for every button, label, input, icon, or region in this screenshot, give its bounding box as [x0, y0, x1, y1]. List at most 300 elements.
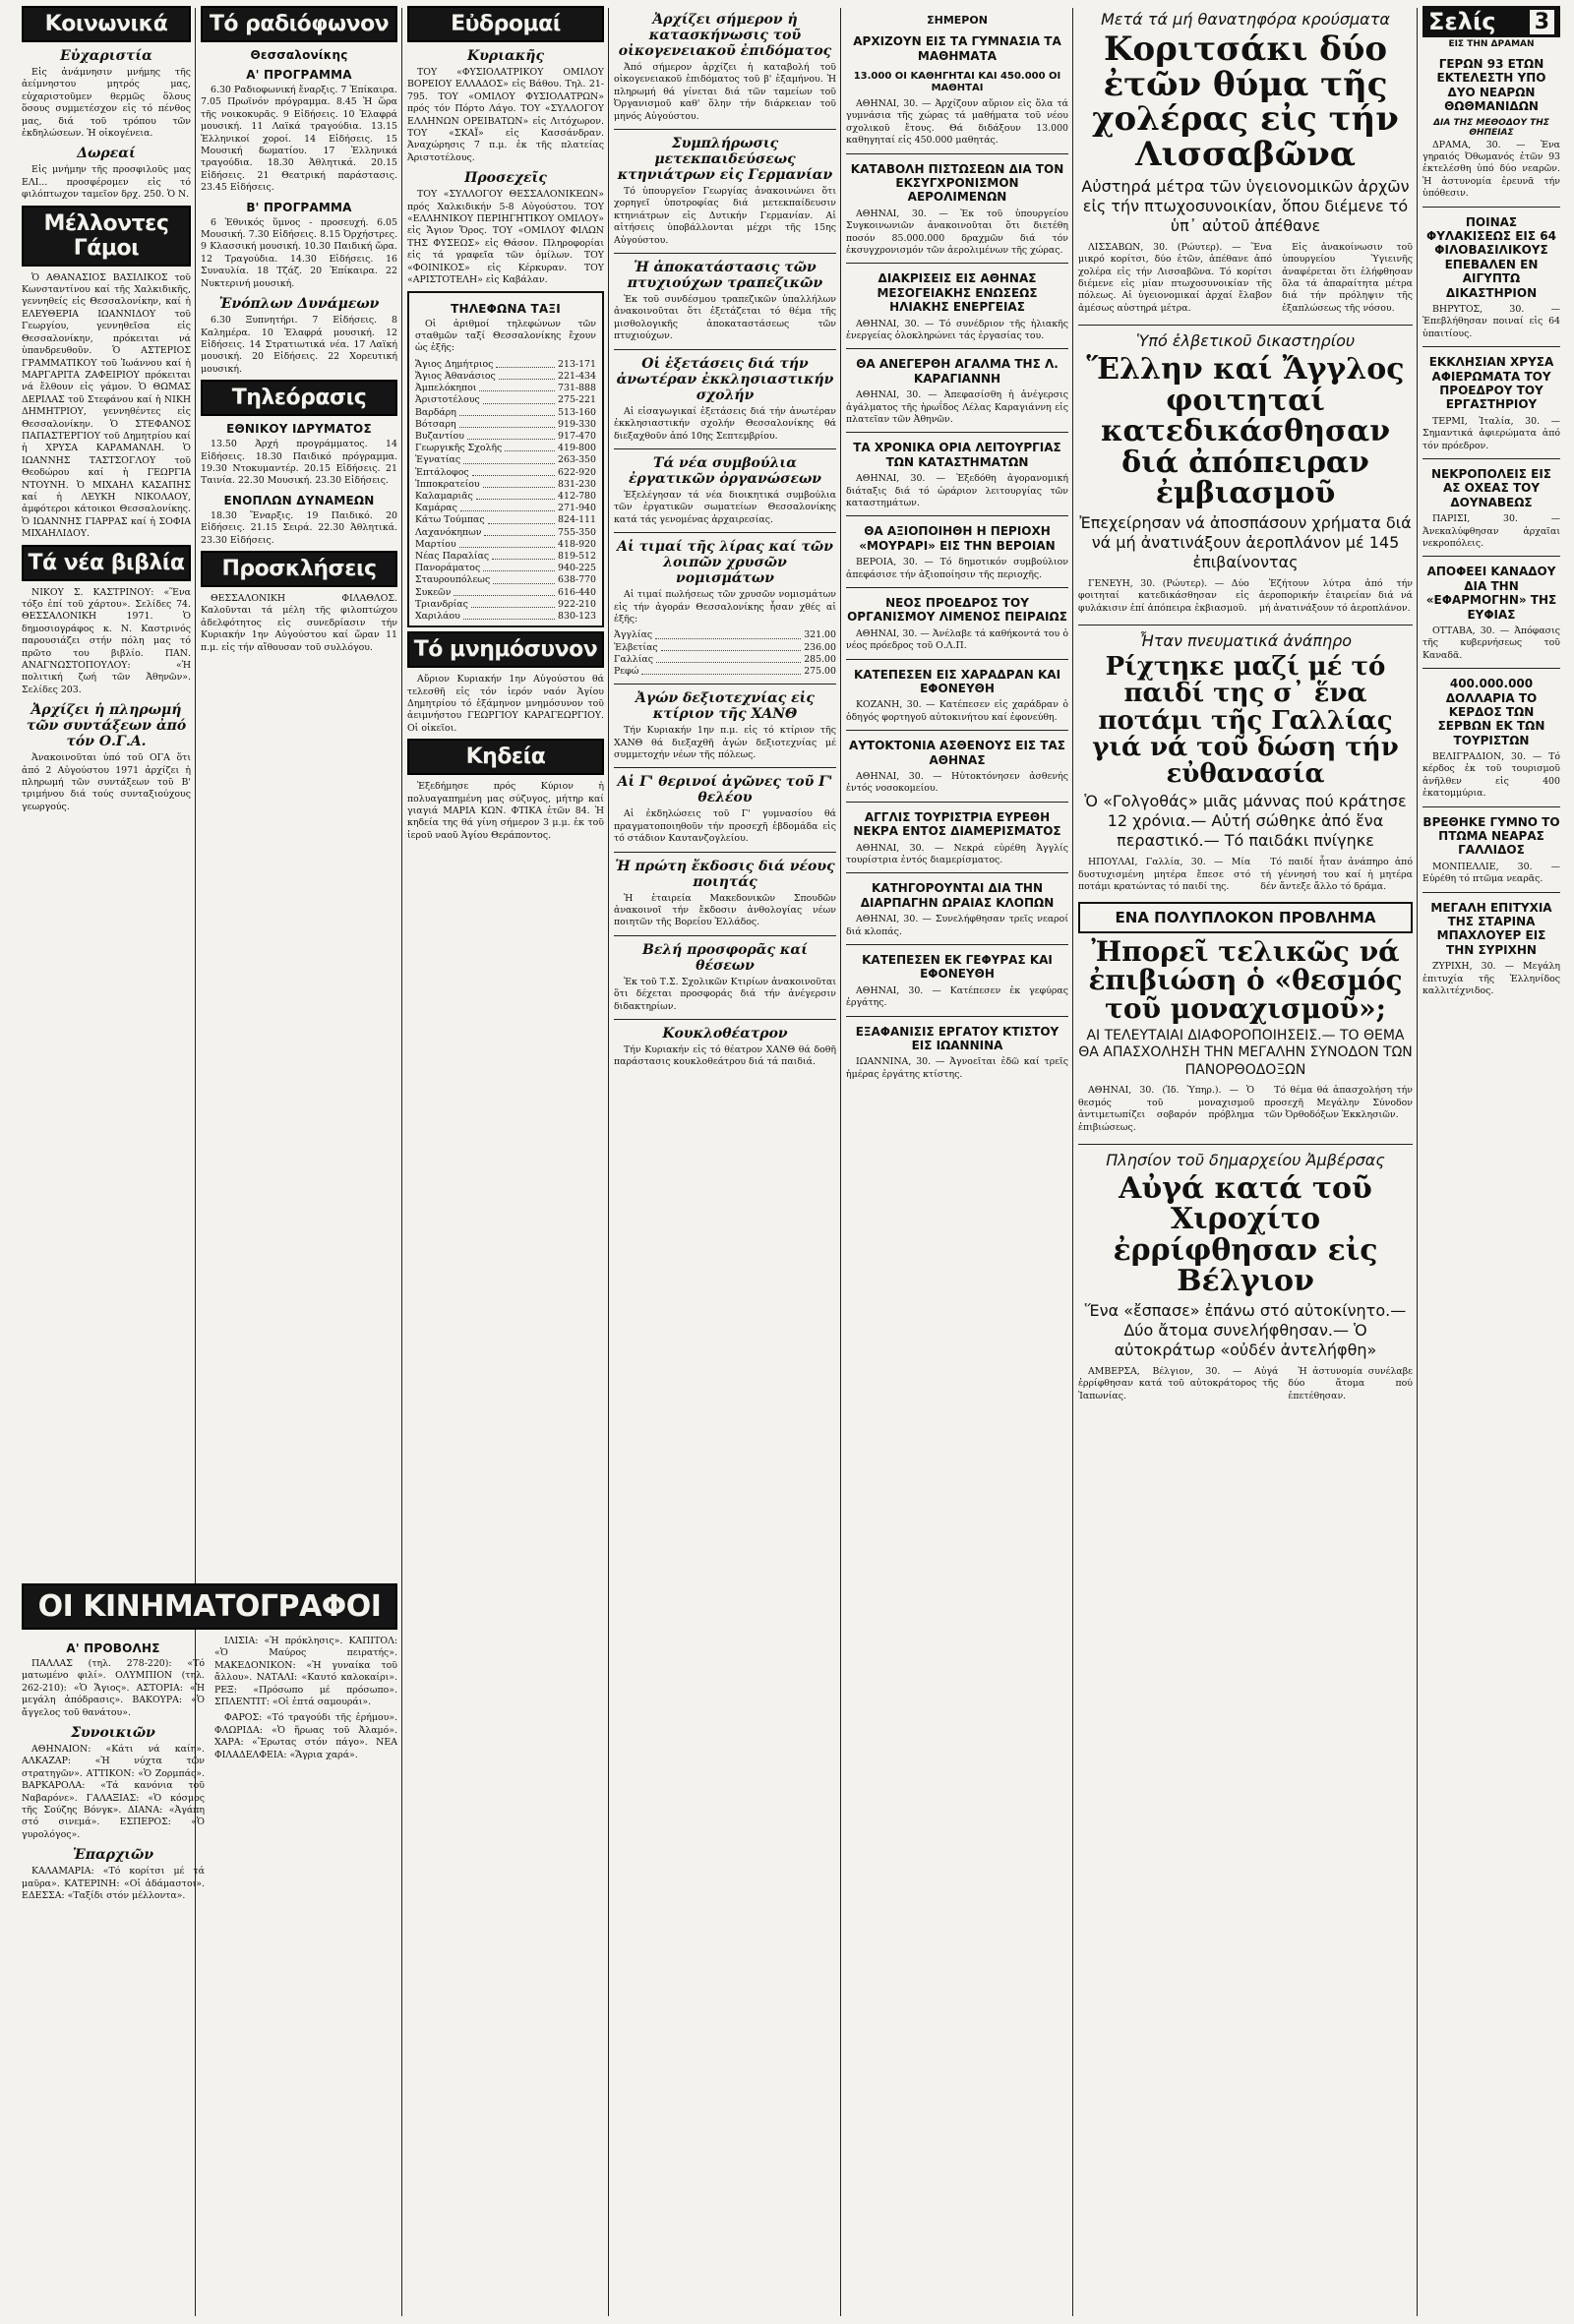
taxi-row-label: Καμάρας [415, 503, 457, 514]
taxi-row-label: Ἄγιος Δημήτριος [415, 358, 494, 370]
eggs-text-b: Ἡ ἀστυνομία συνέλαβε δύο ἄτομα πού ἐπετέθησαν. [1288, 1365, 1413, 1401]
bank-graduates-text: Ἐκ τοῦ συνδέσμου τραπεζικῶν ὑπαλλήλων ἀνακοινοῦται ὅτι ἐξετάζεται τό θέμα τῆς μισθολογικῆς ἀποκαταστάσεως τῶν πτυχιούχων. [614, 294, 836, 342]
divider [614, 129, 836, 130]
tv-armed-forces-heading: ΕΝΟΠΛΩΝ ΔΥΝΑΜΕΩΝ [223, 493, 375, 507]
schools-subheading: 13.000 ΟΙ ΚΑΘΗΓΗΤΑΙ ΚΑΙ 450.000 ΟΙ ΜΑΘΗΤΑΙ [853, 70, 1061, 93]
cinemas-list-a: ΙΛΙΣΙΑ: «Ἡ πρόκλησις». ΚΑΠΙΤΟΛ: «Ὁ Μαύρος πειρατής». ΜΑΚΕΔΟΝΙΚΟΝ: «Ἡ γυναίκα τοῦ ἄλλου». ΝΑΤΑΛΙ: «Καυτό καλοκαίρι». ΡΕΞ: «Πρόσωπο μέ πρόσωπο». ΣΠΛΕΝΤΙΤ: «Οἱ ἐπτά σαμουράι». [214, 1636, 397, 1708]
bridge-fall-text: ΑΘΗΝΑΙ, 30. — Κατέπεσεν ἐκ γεφύρας ἐργάτης. [846, 984, 1068, 1009]
students-headline: Ἕλλην καί Ἄγγλος φοιτηταί κατεδικάσθησαν διά ἀπόπειραν ἐμβιασμοῦ [1086, 352, 1405, 511]
cinemas-neighborhood-heading: Συνοικιῶν [71, 1725, 155, 1742]
vets-training-heading: Συμπλήρωσις μετεκπαιδεύσεως κτηνιάτρων εἰς Γερμανίαν [617, 136, 833, 184]
eggs-deck: Ἕνα «ἔσπασε» ἐπάνω στό αὐτοκίνητο.— Δύο ἄτομα συνελήφθησαν.— Ὁ αὐτοκράτωρ «οὐδέν ἀντελήφθη» [1084, 1300, 1407, 1359]
taxi-row [415, 431, 596, 443]
taxi-phones-box [407, 291, 604, 628]
taxi-row-label: Ἀμπελόκηποι [415, 383, 477, 394]
page-number: 3 [1530, 10, 1554, 34]
divider [614, 253, 836, 254]
taxi-row-label: Ἰπποκρατείου [415, 478, 480, 490]
taxi-row-value: 271-940 [558, 503, 596, 514]
armed-forces-radio-heading: Ἐνόπλων Δυνάμεων [218, 296, 380, 313]
river-kicker: Ἦταν πνευματικά ἀνάπηρο [1138, 630, 1353, 650]
leader-dots [484, 527, 555, 536]
church-school-exams-heading: Οἱ ἐξετάσεις διά τήν ἀνωτέραν ἐκκλησιαστικήν σχολήν [616, 355, 834, 403]
schools-kicker: ΣΗΜΕΡΟΝ [927, 14, 988, 27]
taxi-row-label: Συκεῶν [415, 586, 452, 598]
column-main-stories [1078, 6, 1413, 2318]
memorial-banner: Τό μνημόσυνον [407, 631, 604, 668]
taxi-row [415, 551, 596, 563]
eggs-body [1078, 1366, 1413, 1406]
taxi-row-label: Μαρτίου [415, 538, 456, 550]
tenders-text: Ἐκ τοῦ Τ.Σ. Σχολικῶν Κτιρίων ἀνακοινοῦται ὅτι δέχεται προσφοράς διά τήν ἀνέγερσιν διδακτηρίων. [614, 976, 836, 1012]
taxi-row-label: Βότσαρη [415, 418, 456, 430]
egypt-sentences-heading: ΠΟΙΝΑΣ ΦΥΛΑΚΙΣΕΩΣ ΕΙΣ 64 ΦΙΛΟΒΑΣΙΛΙΚΟΥΣ ΕΠΕΒΑΛΕΝ ΕΝ ΑΙΓΥΠΤΩ ΔΙΚΑΣΤΗΡΙΟΝ [1426, 214, 1556, 300]
taxi-row [415, 514, 596, 526]
monasticism-deck: ΑΙ ΤΕΛΕΥΤΑΙΑΙ ΔΙΑΦΟΡΟΠΟΙΗΣΕΙΣ.— ΤΟ ΘΕΜΑ ΘΑ ΑΠΑΣΧΟΛΗΣΗ ΤΗΝ ΜΕΓΑΛΗΝ ΣΥΝΟΔΟΝ ΤΩΝ ΠΑΝΟΡΘΟΔΟΞΩΝ [1078, 1027, 1413, 1078]
cinemas-first-run-text: ΠΑΛΛΑΣ (τηλ. 278-220): «Τό ματωμένο φιλί». ΟΛΥΜΠΙΟΝ (τηλ. 262-210): «Ὁ Ἄγιος». ΑΣΤΟΡΙΑ: «Ἡ μεγάλη ἀπόδρασις». ΒΑΚΟΥΡΑ: «Ὁ ἄγγελος τοῦ θανάτου». [22, 1658, 205, 1718]
bank-graduates-heading: Ἡ ἀποκατάστασις τῶν πτυχιούχων τραπεζικῶν [627, 260, 823, 292]
column-rule [1417, 8, 1418, 2316]
divider [846, 944, 1068, 945]
leader-dots [483, 394, 555, 403]
social-banner: Κοινωνικά [22, 6, 191, 42]
gold-price-row-label: Ἀγγλίας [614, 629, 653, 641]
thefts-heading: ΚΑΤΗΓΟΡΟΥΝΤΑΙ ΔΙΑ ΤΗΝ ΔΙΑΡΠΑΓΗΝ ΩΡΑΙΑΣ ΚΛΟΠΩΝ [860, 881, 1055, 910]
taxi-row-label: Ἐγνατίας [415, 454, 461, 466]
taxi-row-value: 622-920 [558, 466, 596, 478]
cinemas-first-run-heading: Α' ΠΡΟΒΟΛΗΣ [66, 1641, 160, 1655]
gold-prices-list [614, 629, 836, 678]
column-rule [608, 8, 609, 2316]
divider [846, 432, 1068, 433]
drama-tag: ΕΙΣ ΤΗΝ ΔΡΑΜΑΝ [1448, 39, 1535, 49]
leader-dots [460, 503, 555, 511]
family-allowance-text: Ἀπό σήμερον ἀρχίζει ἡ καταβολή τοῦ οἰκογενειακοῦ ἐπιδόματος τοῦ β' ἑξαμήνου. Ἡ πληρωμή θά γίνεται διά τῶν ταμείων τοῦ Ὀργανισμοῦ καθ' ὅλην τήν διάρκειαν τοῦ μηνός Αὐγούστου. [614, 62, 836, 122]
taxi-row-label: Τριανδρίας [415, 598, 468, 610]
column-national-news [846, 6, 1068, 2318]
shop-hours-text: ΑΘΗΝΑΙ, 30. — Ἐξεδόθη ἀγορανομική διάταξις διά τό ὡράριον λειτουργίας τῶν καταστημάτων. [846, 473, 1068, 508]
cinemas-col-left [22, 1636, 205, 1907]
taxi-row-value: 824-111 [558, 514, 596, 526]
gold-price-row-value: 285.00 [804, 653, 836, 665]
upcoming-excursions-heading: Προσεχεῖς [464, 170, 547, 187]
taxi-row [415, 407, 596, 419]
taxi-row-value: 221-434 [558, 370, 596, 382]
taxi-phones-heading: ΤΗΛΕΦΩΝΑ ΤΑΞΙ [451, 301, 561, 316]
gold-price-row [614, 629, 836, 641]
television-banner: Τηλεόρασις [201, 380, 397, 416]
solar-energy-text: ΑΘΗΝΑΙ, 30. — Τό συνέδριον τῆς ἡλιακῆς ἐνεργείας ὁλοκληρώνει τάς ἐργασίας του. [846, 318, 1068, 341]
river-text-a: ΗΠΟΥΛΑΙ, Γαλλία, 30. — Μία δυστυχισμένη μητέρα ἔπεσε στό ποτάμι κρατώντας τό παιδί της. [1078, 857, 1251, 893]
divider [614, 767, 836, 768]
column-rule [1072, 8, 1073, 2316]
monasticism-body [1078, 1085, 1413, 1138]
taxi-row-value: 263-350 [558, 454, 596, 466]
tv-armed-forces-text: 18.30 Ἔναρξις. 19 Παιδικό. 20 Εἰδήσεις. 21.15 Σειρά. 22.30 Ἀθλητικά. 23.30 Εἰδήσεις. [201, 509, 397, 546]
cinemas-neighborhood-text: ΑΘΗΝΑΙΟΝ: «Κάτι νά καίη». ΑΛΚΑΖΑΡ: «Ἡ νύχτα τῶν στρατηγῶν». ΑΤΤΙΚΟΝ: «Ὁ Ζορμπάς». ΒΑΡΚΑΡΟΛΑ: «Τά κανόνια τοῦ Ναβαρόνε». ΓΑΛΑΞΙΑΣ: «Ὁ κόσμος τῆς Σούζης Βόνγκ». ΔΙΑΝΑ: «Ἀγάπη στό σινεμά». ΕΣΠΕΡΟΣ: «Ὁ γυρολόγος». [22, 1744, 205, 1840]
cholera-text-a: ΛΙΣΣΑΒΩΝ, 30. (Ρώυτερ). — Ἕνα μικρό κορίτσι, δύο ἐτῶν, ἀπέθανε ἀπό χολέρα εἰς τήν Λισσαβῶνα. Τό κορίτσι διέμενε εἰς μίαν πτωχοσυνοικίαν τῆς πόλεως. Αἱ ὑγειονομικαί ἀρχαί ἔλαβον ἀμέσως αὐστηρά μέτρα. [1078, 241, 1273, 314]
leader-dots [499, 371, 555, 380]
taxi-list [415, 359, 596, 623]
vets-training-text: Τό ὑπουργεῖον Γεωργίας ἀνακοινώνει ὅτι χορηγεῖ ὑποτροφίας διά μετεκπαίδευσιν κτηνιάτρων εἰς Δυτικήν Γερμανίαν. Αἱ αἰτήσεις ὑποβάλλονται μέχρι τῆς 15ης Αὐγούστου. [614, 186, 836, 246]
airports-text: ΑΘΗΝΑΙ, 30. — Ἐκ τοῦ ὑπουργείου Συγκοινωνιῶν ἀνακοινοῦται ὅτι διετέθη ποσόν 85.000.000 δραχμῶν διά τόν ἐκσυγχρονισμόν τῶν ἀερολιμένων τῆς χώρας. [846, 208, 1068, 256]
divider [614, 349, 836, 350]
taxi-row-value: 831-230 [558, 478, 596, 490]
cholera-headline: Κοριτσάκι δύο ἐτῶν θύμα τῆς χολέρας εἰς τήν Λισσαβῶνα [1092, 30, 1399, 175]
taxi-row [415, 394, 596, 406]
monasticism-text-a: ΑΘΗΝΑΙ, 30. (Ἰδ. Ὑπηρ.). — Ὁ θεσμός τοῦ μοναχισμοῦ ἀντιμετωπίζει σοβαρόν πρόβλημα ἐπιβιώσεως. [1078, 1085, 1255, 1133]
leader-dots [459, 539, 555, 548]
elder-killed-text: ΔΡΑΜΑ, 30. — Ἐνα γηραιός Ὀθωμανός ἐτῶν 93 ἐκτελέσθη ὑπό δύο νεαρῶν. Ἡ ἀστυνομία ἐρευνᾶ τήν ὑπόθεσιν. [1423, 139, 1560, 200]
divider [1423, 668, 1560, 669]
leader-dots [471, 599, 555, 608]
radio-program-b-text: 6 Ἐθνικός ὕμνος - προσευχή. 6.05 Μουσική. 7.30 Εἰδήσεις. 8.15 Ὀρχήστρες. 9 Κλασσική μουσική. 10.30 Παιδική ὥρα. 12 Τραγούδια. 14.30 Εἰδήσεις. 16 Συναυλία. 18 Τζάζ. 20 Ἐπίκαιρα. 22 Νυκτερινή μουσική. [201, 216, 397, 289]
radio-banner: Τό ραδιόφωνον [201, 6, 397, 42]
taxi-row-label: Βαρδάρη [415, 406, 456, 418]
divider [1423, 207, 1560, 208]
taxi-row-value: 917-470 [558, 430, 596, 442]
divider [614, 684, 836, 685]
statue-text: ΑΘΗΝΑΙ, 30. — Ἀπεφασίσθη ἡ ἀνέγερσις ἀγάλματος τῆς ἡρωΐδος Λέλας Καραγιάννη εἰς πλατεῖαν τῶν Ἀθηνῶν. [846, 389, 1068, 425]
mourari-heading: ΘΑ ΑΞΙΟΠΟΙΗΘΗ Η ΠΕΡΙΟΧΗ «ΜΟΥΡΑΡΙ» ΕΙΣ ΤΗΝ ΒΕΡΟΙΑΝ [859, 524, 1056, 553]
tv-national-text: 13.50 Ἀρχή προγράμματος. 14 Εἰδήσεις. 18.30 Παιδικό πρόγραμμα. 19.30 Ντοκυμαντέρ. 20.15 Εἰδήσεις. 21 Ταινία. 22.30 Μουσική. 23.30 Εἰδήσεις. [201, 439, 397, 487]
radio-program-a-heading: Α' ΠΡΟΓΡΑΜΜΑ [246, 68, 352, 82]
taxi-row-value: 616-440 [558, 586, 596, 598]
leader-dots [476, 491, 555, 500]
page-logo-text: Σελίς [1428, 8, 1496, 35]
bridge-fall-heading: ΚΑΤΕΠΕΣΕΝ ΕΚ ΓΕΦΥΡΑΣ ΚΑΙ ΕΦΟΝΕΥΘΗ [862, 952, 1053, 982]
leader-dots [496, 359, 555, 368]
taxi-row [415, 563, 596, 574]
taxi-row-value: 830-123 [558, 610, 596, 622]
schools-text: ΑΘΗΝΑΙ, 30. — Ἀρχίζουν αὔριον εἰς ὅλα τά γυμνάσια τῆς χώρας τά μαθήματα τοῦ νέου σχολικοῦ ἔτους. Θά διδάξουν 13.000 καθηγηταί εἰς 450.000 μαθητάς. [846, 97, 1068, 147]
divider [614, 532, 836, 533]
leader-dots [641, 666, 801, 675]
eggs-text-a: ΑΜΒΕΡΣΑ, Βέλγιον, 30. — Αὐγά ἐρρίφθησαν κατά τοῦ αὐτοκράτορος τῆς Ἰαπωνίας. [1078, 1365, 1279, 1401]
divider [1423, 806, 1560, 807]
zurich-success-heading: ΜΕΓΑΛΗ ΕΠΙΤΥΧΙΑ ΤΗΣ ΣΤΑΡΙΝΑ ΜΠΑΧΛΟΥΕΡ ΕΙΣ ΤΗΝ ΣΥΡΙΧΗΝ [1430, 900, 1552, 957]
taxi-row [415, 443, 596, 454]
serbia-tourism-text: ΒΕΛΙΓΡΑΔΙΟΝ, 30. — Τό κέρδος ἐκ τοῦ τουρισμοῦ ἀνῆλθεν εἰς 400 ἑκατομμύρια. [1423, 751, 1560, 800]
taxi-row-value: 731-888 [558, 383, 596, 394]
church-school-exams-text: Αἱ εἰσαγωγικαί ἐξετάσεις διά τήν ἀνωτέραν ἐκκλησιαστικήν σχολήν Θεσσαλονίκης θά διεξαχθοῦν ἀπό 10ης Σεπτεμβρίου. [614, 405, 836, 442]
taxi-row-label: Ἄγιος Ἀθανάσιος [415, 370, 496, 382]
cinemas-section [22, 1583, 397, 2318]
mourari-text: ΒΕΡΟΙΑ, 30. — Τό δημοτικόν συμβούλιον ἀπεφάσισε τήν ἀξιοποίησιν τῆς περιοχῆς. [846, 557, 1068, 580]
gold-price-row-label: Ἐλβετίας [614, 641, 658, 653]
thanks-heading: Εὐχαριστία [60, 48, 152, 64]
divider [614, 448, 836, 449]
necropolis-text: ΠΑΡΙΣΙ, 30. — Ἀνεκαλύφθησαν ἀρχαῖαι νεκροπόλεις. [1423, 513, 1560, 549]
taxi-row [415, 359, 596, 371]
column-local-news [614, 6, 836, 2318]
divider [846, 1016, 1068, 1017]
leader-dots [661, 642, 802, 651]
tourist-found-heading: ΑΓΓΛΙΣ ΤΟΥΡΙΣΤΡΙΑ ΕΥΡΕΘΗ ΝΕΚΡΑ ΕΝΤΟΣ ΔΙΑΜΕΡΙΣΜΑΤΟΣ [853, 809, 1061, 839]
pensions-text: Ἀνακοινοῦται ὑπό τοῦ ΟΓΑ ὅτι ἀπό 2 Αὐγούστου 1971 ἀρχίζει ἡ πληρωμή τῶν συντάξεων τοῦ Β' τριμήνου διά τούς συνταξιούχους γεωργούς. [22, 752, 191, 812]
leader-dots [467, 431, 555, 440]
leader-dots [492, 551, 555, 560]
divider [1423, 458, 1560, 459]
gold-prices-heading: Αἱ τιμαί τῆς λίρας καί τῶν λοιπῶν χρυσῶν νομισμάτων [617, 539, 833, 587]
cinemas-col-right [214, 1636, 397, 1907]
radio-program-b-heading: Β' ΠΡΟΓΡΑΜΜΑ [246, 200, 352, 214]
river-body [1078, 857, 1413, 897]
taxi-row-value: 819-512 [558, 550, 596, 562]
leader-dots [459, 407, 555, 416]
labour-councils-text: Ἐξελέγησαν τά νέα διοικητικά συμβούλια τῶν ἐργατικῶν σωματείων Θεσσαλονίκης κατά τάς γενομένας ἀρχαιρεσίας. [614, 489, 836, 525]
taxi-row [415, 574, 596, 586]
canada-heading: ΑΠΟΦΕΕΙ ΚΑΝΑΔΟΥ ΔΙΑ ΤΗΝ «ΕΦΑΡΜΟΓΗΝ» ΤΗΣ ΕΥΦΙΑΣ [1425, 565, 1557, 622]
sunday-excursions-heading: Κυριακῆς [467, 48, 544, 64]
monasticism-headline: Ἠπορεῖ τελικῶς νά ἐπιβιώση ὁ «θεσμός τοῦ μοναχισμοῦ»; [1088, 934, 1403, 1026]
leader-dots [656, 654, 801, 663]
canada-text: ΟΤΤΑΒΑ, 30. — Ἀπόφασις τῆς κυβερνήσεως τοῦ Καναδᾶ. [1423, 625, 1560, 661]
students-kicker: Ὑπό ἑλβετικοῦ δικαστηρίου [1135, 331, 1356, 351]
divider [846, 153, 1068, 154]
leader-dots [493, 574, 555, 583]
cholera-body [1078, 242, 1413, 319]
leader-dots [488, 514, 555, 523]
solar-energy-heading: ΔΙΑΚΡΙΣΕΙΣ ΕΙΣ ΑΘΗΝΑΣ ΜΕΣΟΓΕΙΑΚΗΣ ΕΝΩΣΕΩΣ ΗΛΙΑΚΗΣ ΕΝΕΡΓΕΙΑΣ [877, 271, 1038, 315]
gold-price-row-label: Γαλλίας [614, 653, 653, 665]
column-briefs [1423, 6, 1560, 2318]
port-authority-text: ΑΘΗΝΑΙ, 30. — Ἀνέλαβε τά καθήκοντά του ὁ νέος πρόεδρος τοῦ Ο.Λ.Π. [846, 627, 1068, 652]
taxi-row-value: 919-330 [558, 418, 596, 430]
young-poets-heading: Ἡ πρώτη ἔκδοσις διά νέους ποιητάς [615, 858, 835, 890]
taxi-row-value: 412-780 [558, 490, 596, 502]
new-books-text: ΝΙΚΟΥ Σ. ΚΑΣΤΡΙΝΟΥ: «Ἕνα τόξο ἐπί τοῦ χάρτου». Σελίδες 74. ΘΕΣΣΑΛΟΝΙΚΗ 1971. Ὁ δημοσιογράφος κ. Ν. Καστρινός παρουσιάζει στήν πόλη μας τό πρῶτο του βιβλίο. ΠΑΝ. ΑΝΑΓΝΩΣΤΟΠΟΥΛΟΥ: «Ἡ πολιτική ζωή τῶν Ἀθηνῶν». Σελίδες 203. [22, 586, 191, 695]
monasticism-box-heading: ΕΝΑ ΠΟΛΥΠΛΟΚΟΝ ΠΡΟΒΛΗΜΑ [1115, 908, 1376, 926]
sunday-excursions-text: ΤΟΥ «ΦΥΣΙΟΛΑΤΡΙΚΟΥ ΟΜΙΛΟΥ ΒΟΡΕΙΟΥ ΕΛΛΑΔΟΣ» εἰς Βάθου. Τηλ. 21-795. ΤΟΥ «ΟΜΙΛΟΥ ΦΥΣΙΟΛΑΤΡΩΝ» πρός τόν Πόρτο Λάγο. ΤΟΥ «ΣΥΛΛΟΓΟΥ ΕΛΛΗΝΩΝ ΟΡΕΙΒΑΤΩΝ» εἰς Λιτόχωρον. ΤΟΥ «ΣΚΑΪ» εἰς Κασσάνδραν. Ἀναχώρησις 7 π.μ. ἐκ τῆς πλατείας Ἀριστοτέλους. [407, 67, 604, 163]
divider [846, 802, 1068, 803]
gold-prices-intro: Αἱ τιμαί πωλήσεως τῶν χρυσῶν νομισμάτων εἰς τήν ἀγοράν Θεσσαλονίκης ἦσαν χθές αἱ ἑξῆς: [614, 589, 836, 625]
cinemas-columns [22, 1636, 397, 1907]
column-excursions [407, 6, 604, 2318]
gold-price-row [614, 666, 836, 678]
missing-worker-text: ΙΩΑΝΝΙΝΑ, 30. — Ἀγνοεῖται ἐδῶ καί τρεῖς ἡμέρας ἐργάτης κτίστης. [846, 1056, 1068, 1080]
leader-dots [483, 479, 555, 488]
divider [1423, 892, 1560, 893]
gold-price-row-value: 275.00 [804, 665, 836, 677]
invitations-banner: Προσκλήσεις [201, 551, 397, 587]
taxi-row [415, 491, 596, 503]
students-body [1078, 578, 1413, 619]
skill-contest-heading: Ἀγών δεξιοτεχνίας εἰς κτίριον τῆς ΧΑΝΘ [636, 690, 815, 723]
page-number-logo [1423, 6, 1560, 37]
divider [846, 730, 1068, 731]
taxi-row-value: 419-800 [558, 443, 596, 454]
summer-games-text: Αἱ ἐκδηλώσεις τοῦ Γ' γυμνασίου θά πραγματοποιηθοῦν τήν προσεχῆ ἑβδομάδα εἰς τό στάδιον Καυτανζογλείου. [614, 808, 836, 845]
divider [1423, 556, 1560, 557]
taxi-row [415, 479, 596, 491]
divider [1078, 625, 1413, 626]
pensions-heading: Ἀρχίζει ἡ πληρωμή τῶν συντάξεων ἀπό τόν Ο.Γ.Α. [26, 702, 187, 750]
students-deck: Ἐπεχείρησαν νά ἀποσπάσουν χρήματα διά νά μή ἀνατινάξουν ἀεροπλάνον μέ 145 ἐπιβαίνοντας [1079, 512, 1412, 571]
cinemas-provinces-heading: Ἐπαρχιῶν [72, 1847, 154, 1864]
egypt-sentences-text: ΒΗΡΥΤΟΣ, 30. — Ἐπεβλήθησαν ποιναί εἰς 64 ὑπαιτίους. [1423, 303, 1560, 339]
radio-station-heading: Θεσσαλονίκης [250, 48, 348, 62]
leader-dots [479, 383, 555, 391]
taxi-row [415, 611, 596, 623]
divider [846, 515, 1068, 516]
shop-hours-heading: ΤΑ ΧΡΟΝΙΚΑ ΟΡΙΑ ΛΕΙΤΟΥΡΓΙΑΣ ΤΩΝ ΚΑΤΑΣΤΗΜΑΤΩΝ [853, 441, 1061, 469]
port-authority-heading: ΝΕΟΣ ΠΡΟΕΔΡΟΣ ΤΟΥ ΟΡΓΑΝΙΣΜΟΥ ΛΙΜΕΝΟΣ ΠΕΙΡΑΙΩΣ [847, 595, 1067, 625]
schools-heading: ΑΡΧΙΖΟΥΝ ΕΙΣ ΤΑ ΓΥΜΝΑΣΙΑ ΤΑ ΜΑΘΗΜΑΤΑ [853, 34, 1061, 63]
puppet-theatre-heading: Κουκλοθέατρον [662, 1026, 788, 1043]
missing-worker-heading: ΕΞΑΦΑΝΙΣΙΣ ΕΡΓΑΤΟΥ ΚΤΙΣΤΟΥ ΕΙΣ ΙΩΑΝΝΙΝΑ [855, 1024, 1059, 1052]
column-rule [401, 8, 402, 2316]
leader-dots [463, 454, 555, 463]
family-allowance-heading: Ἀρχίζει σήμερον ἡ κατασκήνωσις τοῦ οἰκογενειακοῦ ἐπιδόματος [618, 12, 832, 59]
serbia-tourism-heading: 400.000.000 ΔΟΛΛΑΡΙΑ ΤΟ ΚΕΡΔΟΣ ΤΩΝ ΣΕΡΒΩΝ ΕΚ ΤΩΝ ΤΟΥΡΙΣΤΩΝ [1437, 677, 1545, 747]
gold-price-row-label: Ρεφώ [614, 665, 639, 677]
divider [846, 872, 1068, 873]
gold-price-row-value: 321.00 [804, 629, 836, 641]
taxi-row-label: Γεωργικῆς Σχολῆς [415, 443, 503, 454]
taxi-phones-intro: Οἱ ἀριθμοί τηλεφώνων τῶν σταθμῶν ταξί Θεσσαλονίκης ἔχουν ὡς ἑξῆς: [415, 318, 596, 354]
taxi-row-value: 275-221 [558, 394, 596, 406]
taxi-row [415, 383, 596, 394]
monasticism-box [1078, 902, 1413, 933]
leader-dots [459, 419, 555, 428]
taxi-row-value: 213-171 [558, 358, 596, 370]
divider [614, 852, 836, 853]
divider [1078, 325, 1413, 326]
taxi-row-label: Χαριλάου [415, 610, 460, 622]
taxi-row-label: Σταυρουπόλεως [415, 574, 491, 586]
divider [846, 263, 1068, 264]
divider [846, 348, 1068, 349]
zurich-success-text: ΖΥΡΙΧΗ, 30. — Μεγάλη ἐπιτυχία τῆς Ἑλληνίδος καλλιτέχνιδος. [1423, 961, 1560, 997]
young-poets-text: Ἡ ἑταιρεία Μακεδονικῶν Σπουδῶν ἀνακοινοῖ τήν ἔκδοσιν ἀνθολογίας νέων ποιητῶν τῆς Βορείου Ἑλλάδος. [614, 892, 836, 928]
students-text-a: ΓΕΝΕΥΗ, 30. (Ρώυτερ). — Δύο φοιτηταί κατεδικάσθησαν εἰς φυλάκισιν ἐπί ἀπόπειρα ἐκβιασμοῦ. [1078, 577, 1249, 614]
divider [614, 1019, 836, 1020]
cholera-text-b: Εἰς ἀνακοίνωσιν τοῦ ὑπουργείου Ὑγιεινῆς ἀναφέρεται ὅτι ἐλήφθησαν ὅλα τά ἀπαραίτητα μέτρα διά τήν πρόληψιν τῆς ἐξαπλώσεως τῆς νόσου. [1282, 241, 1413, 314]
necropolis-heading: ΝΕΚΡΟΠΟΛΕΙΣ ΕΙΣ ΑΣ ΟΧΕΑΣ ΤΟΥ ΔΟΥΝΑΒΕΩΣ [1431, 466, 1551, 509]
eggs-kicker: Πλησίον τοῦ δημαρχείου Ἀμβέρσας [1106, 1150, 1385, 1169]
taxi-row [415, 467, 596, 479]
cholera-deck: Αὐστηρά μέτρα τῶν ὑγειονομικῶν ἀρχῶν εἰς τήν πτωχοσυνοικίαν, ὅπου διέμενε τό ὑπ᾽ αὐτοῦ ἀπέθανε [1081, 176, 1410, 235]
thefts-text: ΑΘΗΝΑΙ, 30. — Συνελήφθησαν τρεῖς νεαροί διά κλοπάς. [846, 914, 1068, 937]
donations-heading: Δωρεαί [77, 146, 136, 162]
taxi-row-value: 922-210 [558, 598, 596, 610]
cinemas-provinces-text: ΚΑΛΑΜΑΡΙΑ: «Τό κορίτσι μέ τά μαῦρα». ΚΑΤΕΡΙΝΗ: «Οἱ ἀδάμαστοι». ΕΔΕΣΣΑ: «Ταξίδι στόν μέλλοντα». [22, 1866, 205, 1902]
taxi-row [415, 527, 596, 539]
monasticism-text-b: Τό θέμα θά ἀπασχολήση τήν προσεχῆ Μεγάλην Σύνοδον τῶν Ὀρθοδόξων Ἐκκλησιῶν. [1264, 1085, 1413, 1121]
armed-forces-radio-text: 6.30 Ξυπνητήρι. 7 Εἰδήσεις. 8 Καλημέρα. 10 Ἐλαφρά μουσική. 12 Εἰδήσεις. 14 Στρατιωτικά νέα. 17 Λαϊκή μουσική. 20 Εἰδήσεις. 22 Χορευτική μουσική. [201, 315, 397, 375]
taxi-row [415, 503, 596, 514]
weddings-banner: Μέλλοντες Γάμοι [22, 206, 191, 267]
taxi-row-value: 513-160 [558, 406, 596, 418]
gold-offerings-text: ΤΕΡΜΙ, Ἰταλία, 30. — Σημαντικά ἀφιερώματα ἀπό τόν πρόεδρον. [1423, 415, 1560, 451]
divider [1078, 1144, 1413, 1145]
taxi-row-value: 418-920 [558, 538, 596, 550]
ravine-fall-text: ΚΟΖΑΝΗ, 30. — Κατέπεσεν εἰς χαράδραν ὁ ὁδηγός φορτηγοῦ αὐτοκινήτου καί ἐφονεύθη. [846, 699, 1068, 723]
taxi-row-label: Βυζαντίου [415, 430, 464, 442]
taxi-row-label: Νέας Παραλίας [415, 550, 490, 562]
statue-heading: ΘΑ ΑΝΕΓΕΡΘΗ ΑΓΑΛΜΑ ΤΗΣ Λ. ΚΑΡΑΓΙΑΝΝΗ [856, 357, 1059, 386]
skill-contest-text: Τήν Κυριακήν 1ην π.μ. εἰς τό κτίριον τῆς ΧΑΝΘ θά διεξαχθῆ ἀγών δεξιοτεχνίας μέ συμμετοχήν νέων τῆς πόλεως. [614, 725, 836, 760]
tv-national-heading: ΕΘΝΙΚΟΥ ΙΔΡΥΜΑΤΟΣ [226, 422, 372, 437]
eggs-headline: Αὐγά κατά τοῦ Χιροχίτο ἐρρίφθησαν εἰς Βέλγιον [1113, 1170, 1378, 1299]
puppet-theatre-text: Τήν Κυριακήν εἰς τό θέατρον ΧΑΝΘ θά δοθῆ παράστασις κουκλοθεάτρου διά τά παιδιά. [614, 1044, 836, 1068]
gold-price-row [614, 654, 836, 666]
divider [846, 659, 1068, 660]
taxi-row [415, 371, 596, 383]
summer-games-heading: Αἱ Γ' θερινοί ἀγῶνες τοῦ Γ' θελέου [617, 774, 833, 806]
leader-dots [454, 587, 555, 596]
funeral-banner: Κηδεία [407, 739, 604, 775]
divider [846, 587, 1068, 588]
gold-price-row-value: 236.00 [804, 641, 836, 653]
taxi-row-label: Ἀριστοτέλους [415, 394, 480, 406]
taxi-row [415, 419, 596, 431]
taxi-row [415, 454, 596, 466]
cholera-kicker: Μετά τά μή θανατηφόρα κρούσματα [1101, 10, 1390, 29]
upcoming-excursions-text: ΤΟΥ «ΣΥΛΛΟΓΟΥ ΘΕΣΣΑΛΟΝΙΚΕΩΝ» πρός Χαλκιδικήν 5-8 Αὐγούστου. ΤΟΥ «ΕΛΛΗΝΙΚΟΥ ΠΕΡΙΗΓΗΤΙΚΟΥ ΟΜΙΛΟΥ» εἰς Ἄγιον Ὄρος. ΤΟΥ «ΟΜΙΛΟΥ ΦΙΛΩΝ ΤΗΣ ΦΥΣΕΩΣ» εἰς Θάσον. Πληροφορίαι εἰς τά γραφεῖα τῶν ὀμίλων. ΤΟΥ «ΦΟΙΝΙΚΟΣ» εἰς Κέρκυραν. ΤΟΥ «ΑΡΙΣΤΟΤΕΛΗ» εἰς Καβάλαν. [407, 189, 604, 286]
taxi-row-value: 755-350 [558, 526, 596, 538]
body-found-heading: ΒΡΕΘΗΚΕ ΓΥΜΝΟ ΤΟ ΠΤΩΜΑ ΝΕΑΡΑΣ ΓΑΛΛΙΔΟΣ [1423, 814, 1560, 858]
taxi-row [415, 539, 596, 551]
taxi-row-value: 940-225 [558, 563, 596, 574]
taxi-row-value: 638-770 [558, 574, 596, 586]
taxi-row-label: Λαχανόκηπων [415, 526, 482, 538]
taxi-row [415, 587, 596, 599]
weddings-text: Ὁ ΑΘΑΝΑΣΙΟΣ ΒΑΣΙΛΙΚΟΣ τοῦ Κωνσταντίνου καί τῆς Χαλκιδικῆς, γεννηθείς εἰς Θεσσαλονίκην, καί ἡ ΕΛΕΥΘΕΡΙΑ ΙΩΑΝΝΙΔΟΥ τοῦ Γεωργίου, γεννηθεῖσα εἰς Θεσσαλονίκην, πρόκειται νά ὑπανδρευθοῦν. Ὁ ΑΣΤΕΡΙΟΣ ΓΡΑΜΜΑΤΙΚΟΥ τοῦ Ἰωάννου καί ἡ ΜΑΡΓΑΡΙΤΑ ΖΑΦΕΙΡΙΟΥ πρόκειται νά ἔλθουν εἰς γάμον. Ὁ ΘΩΜΑΣ ΔΕΡΙΛΑΣ τοῦ Στεφάνου καί ἡ ΝΙΚΗ ΔΗΜΗΤΡΙΟΥ, γεννηθέντες εἰς Θεσσαλονίκην. Ὁ ΣΤΕΦΑΝΟΣ ΠΑΠΑΣΤΕΡΓΙΟΥ τοῦ Δημητρίου καί ἡ ΧΡΥΣΑ ΚΑΡΑΜΑΝΛΗ. Ὁ ΙΩΑΝΝΗΣ ΤΑΣΤΣΟΓΛΟΥ τοῦ Θεοδώρου καί ἡ ΓΕΩΡΓΙΑ ΝΤΟΥΝΗ. Ὁ ΜΙΧΑΗΛ ΚΑΣΑΠΗΣ καί ἡ ΛΕΥΚΗ ΝΙΚΟΛΑΟΥ, ἀμφότεροι κάτοικοι Θεσσαλονίκης. Ὁ ΙΩΑΝΝΗΣ ΓΙΑΡΡΑΣ καί ἡ ΣΟΦΙΑ ΜΙΧΑΗΛΙΔΟΥ. [22, 271, 191, 540]
column-social [22, 6, 191, 1577]
new-books-banner: Τά νέα βιβλία [22, 545, 191, 581]
taxi-row-label: Πανοράματος [415, 563, 481, 574]
divider [1423, 346, 1560, 347]
leader-dots [505, 443, 555, 451]
thanks-text: Εἰς ἀνάμνησιν μνήμης τῆς ἀείμνηστου μητρός μας, εὐχαριστοῦμεν θερμῶς ὅλους ὅσους συμμετέσχον εἰς τό πένθος μας, διά τοῦ τρόπου τῶν ἐκδηλώσεων. Ἡ οἰκογένεια. [22, 67, 191, 140]
gold-offerings-heading: ΕΚΚΛΗΣΙΑΝ ΧΡΥΣΑ ΑΦΙΕΡΩΜΑΤΑ ΤΟΥ ΠΡΟΕΔΡΟΥ ΤΟΥ ΕΡΓΑΣΤΗΡΙΟΥ [1428, 355, 1554, 412]
leader-dots [655, 629, 801, 638]
river-headline: Ρίχτηκε μαζί μέ τό παιδί της σ᾽ ἕνα ποτάμι τῆς Γαλλίας γιά νά τοῦ δώση τήν εὐθανασία [1092, 651, 1399, 790]
radio-program-a-text: 6.30 Ραδιοφωνική ἔναρξις. 7 Ἐπίκαιρα. 7.05 Πρωϊνόν πρόγραμμα. 8.45 Ἡ ὥρα τῆς νοικοκυρᾶς. 9 Εἰδήσεις. 10 Ἐλαφρά μουσική. 11 Λαϊκά τραγούδια. 13.15 Ἑλληνικοί χοροί. 14 Εἰδήσεις. 15 Μουσική δωματίου. 17 Ἐλληνικά τραγούδια. 18.30 Ἀθλητικά. 20.15 Εἰδήσεις. 21 Θεατρική παράστασις. 23.45 Εἰδήσεις. [201, 85, 397, 194]
memorial-text: Αὔριον Κυριακήν 1ην Αὐγούστου θά τελεσθῆ εἰς τόν ἱερόν ναόν Ἁγίου Δημητρίου τό ἑξάμηνον μνημόσυνον τοῦ ἀειμνήστου ΓΕΩΡΓΙΟΥ ΚΑΡΑΓΕΩΡΓΙΟΥ. Οἱ οἰκεῖοι. [407, 674, 604, 734]
column-rule [840, 8, 841, 2316]
elder-killed-heading: ΓΕΡΩΝ 93 ΕΤΩΝ ΕΚΤΕΛΕΣΤΗ ΥΠΟ ΔΥΟ ΝΕΑΡΩΝ ΘΩΘΜΑΝΙΔΩΝ [1436, 57, 1546, 114]
ravine-fall-heading: ΚΑΤΕΠΕΣΕΝ ΕΙΣ ΧΑΡΑΔΡΑΝ ΚΑΙ ΕΦΟΝΕΥΘΗ [853, 667, 1061, 695]
cinemas-list-b: ΦΑΡΟΣ: «Τό τραγούδι τῆς ἐρήμου». ΦΛΩΡΙΔΑ: «Ὁ ἥρωας τοῦ Ἀλαμό». ΧΑΡΑ: «Ἔρωτας στόν πάγο». ΝΕΑ ΦΙΛΑΔΕΛΦΕΙΑ: «Ἄγρια χαρά». [214, 1712, 397, 1760]
column-radio [201, 6, 397, 1577]
body-found-text: ΜΟΝΠΕΛΛΙΕ, 30. — Εὑρέθη τό πτῶμα νεαρᾶς. [1423, 861, 1560, 885]
taxi-row [415, 599, 596, 611]
tourist-found-text: ΑΘΗΝΑΙ, 30. — Νεκρά εὑρέθη Ἀγγλίς τουρίστρια ἐντός διαμερίσματος. [846, 842, 1068, 865]
taxi-row-label: Ἑπτάλοφος [415, 466, 469, 478]
labour-councils-heading: Τά νέα συμβούλια ἐργατικῶν ὀργανώσεων [628, 454, 822, 487]
leader-dots [472, 467, 555, 476]
students-text-b: Ἐζήτουν λύτρα ἀπό τήν ἀεροπορικήν ἑταιρείαν διά νά μή ἀνατινάξουν τό ἀεροπλάνον. [1258, 577, 1413, 614]
cinemas-banner: ΟΙ ΚΙΝΗΜΑΤΟΓΡΑΦΟΙ [22, 1583, 397, 1630]
airports-heading: ΚΑΤΑΒΟΛΗ ΠΙΣΤΩΣΕΩΝ ΔΙΑ ΤΟΝ ΕΚΣΥΓΧΡΟΝΙΣΜΟΝ ΑΕΡΟΛΙΜΕΝΩΝ [850, 161, 1064, 205]
taxi-row-label: Καλαμαριᾶς [415, 490, 473, 502]
leader-dots [463, 611, 555, 620]
river-deck: Ὁ «Γολγοθάς» μιᾶς μάννας πού κράτησε 12 χρόνια.— Αὐτή σώθηκε ἀπό ἕνα περαστικό.— Τό παιδάκι πνίγηκε [1084, 792, 1407, 851]
invitations-text: ΘΕΣΣΑΛΟΝΙΚΗ ΦΙΛΑΘΛΟΣ. Καλοῦνται τά μέλη τῆς φιλοπτώχου ἀδελφότητος εἰς συνεδρίασιν τήν Κυριακήν 1ην Αὐγούστου καί ὥραν 11 π.μ. εἰς τήν αἴθουσαν τοῦ συλλόγου. [201, 592, 397, 653]
river-text-b: Τό παιδί ἦταν ἀνάπηρο ἀπό τή γέννησή του καί ἡ μητέρα δέν ἄντεξε ἄλλο τό δράμα. [1260, 857, 1413, 893]
leader-dots [483, 563, 555, 571]
funeral-text: Ἐξεδήμησε πρός Κύριον ἡ πολυαγαπημένη μας σύζυγος, μήτηρ καί γιαγιά ΜΑΡΙΑ ΚΩΝ. ΦΤΙΚΑ ἐτῶν 84. Ἡ κηδεία της θά γίνη σήμερον 3 μ.μ. ἐκ τοῦ ἱεροῦ ναοῦ Ἁγίου Θεράποντος. [407, 781, 604, 841]
patient-suicide-text: ΑΘΗΝΑΙ, 30. — Ηὐτοκτόνησεν ἀσθενής ἐντός νοσοκομείου. [846, 770, 1068, 795]
elder-killed-subheading: ΔΙΑ ΤΗΣ ΜΕΘΟΔΟΥ ΤΗΣ ΘΗΠΕΙΑΣ [1433, 117, 1549, 138]
divider [614, 935, 836, 936]
donations-text: Εἰς μνήμην τῆς προσφιλοῦς μας ΕΛΙ... προσφέρομεν εἰς τό φιλόπτωχον ταμεῖον δρχ. 250. Ὁ Ν. [22, 164, 191, 201]
patient-suicide-heading: ΑΥΤΟΚΤΟΝΙΑ ΑΣΘΕΝΟΥΣ ΕΙΣ ΤΑΣ ΑΘΗΝΑΣ [849, 739, 1065, 767]
gold-price-row [614, 642, 836, 654]
